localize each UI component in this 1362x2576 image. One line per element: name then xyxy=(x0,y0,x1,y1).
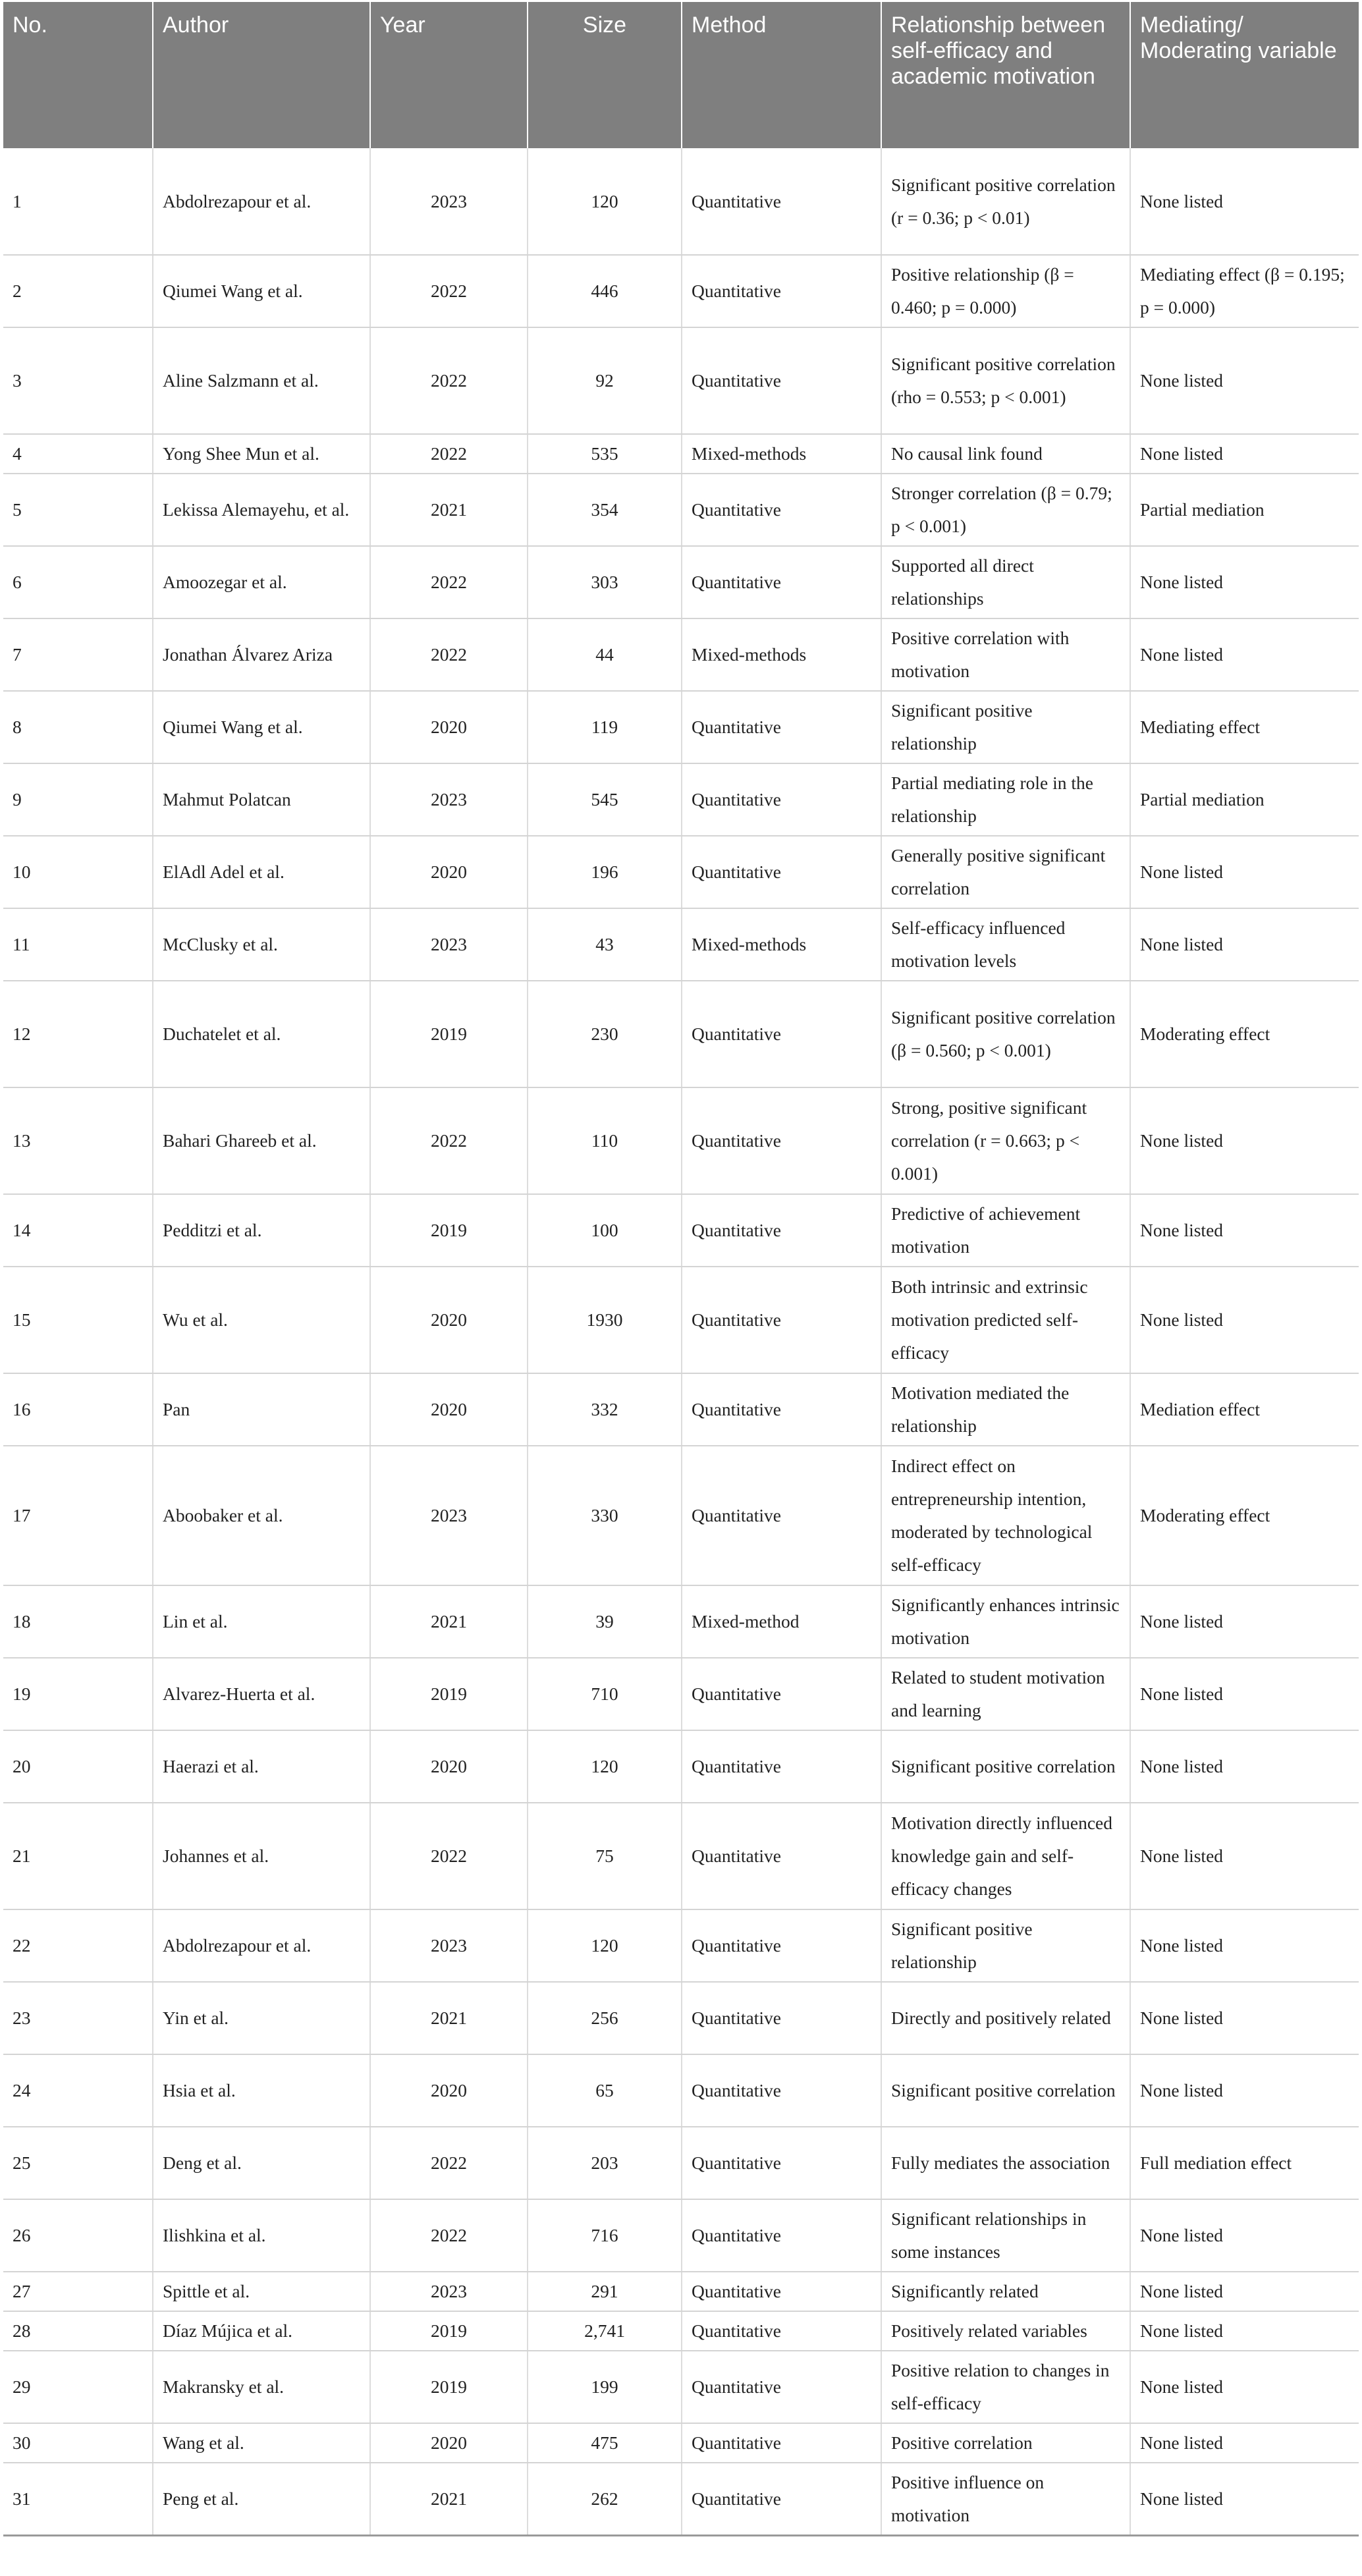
method-cell: Mixed-method xyxy=(682,1585,881,1658)
table-row xyxy=(3,763,1359,836)
mediating-variable-cell: None listed xyxy=(1130,836,1359,908)
method-cell: Quantitative xyxy=(682,148,881,255)
mediating-variable-cell: None listed xyxy=(1130,327,1359,434)
relationship-cell: Both intrinsic and extrinsic motivation predicted self-efficacy xyxy=(881,1267,1130,1373)
author-cell: ElAdl Adel et al. xyxy=(153,836,370,908)
method-cell: Quantitative xyxy=(682,1194,881,1267)
table-row xyxy=(3,546,1359,618)
method-cell: Mixed-methods xyxy=(682,434,881,474)
size-cell: 199 xyxy=(528,2351,682,2423)
author-cell: Wu et al. xyxy=(153,1267,370,1373)
author-cell: Makransky et al. xyxy=(153,2351,370,2423)
relationship-cell: Significant positive correlation xyxy=(881,1730,1130,1803)
author-cell: Pan xyxy=(153,1373,370,1446)
relationship-cell: Motivation directly influenced knowledge gain and self-efficacy changes xyxy=(881,1803,1130,1909)
table-row xyxy=(3,2199,1359,2272)
method-cell: Quantitative xyxy=(682,2463,881,2535)
year-cell: 2022 xyxy=(370,1803,528,1909)
year-cell: 2023 xyxy=(370,908,528,981)
method-cell: Quantitative xyxy=(682,1803,881,1909)
author-cell: Yin et al. xyxy=(153,1982,370,2054)
row-number: 18 xyxy=(3,1585,153,1658)
mediating-variable-cell: None listed xyxy=(1130,2463,1359,2535)
size-cell: 475 xyxy=(528,2423,682,2463)
relationship-cell: Predictive of achievement motivation xyxy=(881,1194,1130,1267)
method-cell: Quantitative xyxy=(682,763,881,836)
size-cell: 1930 xyxy=(528,1267,682,1373)
method-cell: Quantitative xyxy=(682,836,881,908)
mediating-variable-cell: None listed xyxy=(1130,148,1359,255)
row-number: 26 xyxy=(3,2199,153,2272)
mediating-variable-cell: None listed xyxy=(1130,1982,1359,2054)
size-cell: 230 xyxy=(528,981,682,1087)
author-cell: Johannes et al. xyxy=(153,1803,370,1909)
table-row xyxy=(3,1982,1359,2054)
year-cell: 2020 xyxy=(370,2423,528,2463)
year-cell: 2023 xyxy=(370,1909,528,1982)
row-number: 17 xyxy=(3,1446,153,1585)
size-cell: 256 xyxy=(528,1982,682,2054)
relationship-cell: Positive influence on motivation xyxy=(881,2463,1130,2535)
year-cell: 2023 xyxy=(370,1446,528,1585)
method-cell: Quantitative xyxy=(682,546,881,618)
relationship-cell: Directly and positively related xyxy=(881,1982,1130,2054)
mediating-variable-cell: Mediation effect xyxy=(1130,1373,1359,1446)
year-cell: 2019 xyxy=(370,2311,528,2351)
year-cell: 2023 xyxy=(370,763,528,836)
size-cell: 203 xyxy=(528,2127,682,2199)
size-cell: 446 xyxy=(528,255,682,327)
method-cell: Quantitative xyxy=(682,1446,881,1585)
author-cell: Jonathan Álvarez Ariza xyxy=(153,618,370,691)
relationship-cell: Indirect effect on entrepreneurship intention, moderated by technological self-efficacy xyxy=(881,1446,1130,1585)
table-row xyxy=(3,148,1359,255)
size-cell: 332 xyxy=(528,1373,682,1446)
mediating-variable-cell: Moderating effect xyxy=(1130,1446,1359,1585)
table-row xyxy=(3,1585,1359,1658)
row-number: 24 xyxy=(3,2054,153,2127)
method-cell: Quantitative xyxy=(682,1267,881,1373)
table-row xyxy=(3,2127,1359,2199)
relationship-cell: Significant positive correlation (rho = 0.553; p < 0.001) xyxy=(881,327,1130,434)
relationship-cell: Significant positive relationship xyxy=(881,1909,1130,1982)
studies-table xyxy=(3,2,1359,2536)
row-number: 16 xyxy=(3,1373,153,1446)
author-cell: Yong Shee Mun et al. xyxy=(153,434,370,474)
relationship-cell: Positively related variables xyxy=(881,2311,1130,2351)
mediating-variable-cell: None listed xyxy=(1130,908,1359,981)
row-number: 10 xyxy=(3,836,153,908)
row-number: 25 xyxy=(3,2127,153,2199)
relationship-cell: Positive correlation with motivation xyxy=(881,618,1130,691)
relationship-cell: Strong, positive significant correlation (r = 0.663; p < 0.001) xyxy=(881,1087,1130,1194)
author-cell: Alvarez-Huerta et al. xyxy=(153,1658,370,1730)
table-body xyxy=(3,148,1359,2535)
mediating-variable-cell: None listed xyxy=(1130,1267,1359,1373)
mediating-variable-cell: None listed xyxy=(1130,618,1359,691)
author-cell: Lin et al. xyxy=(153,1585,370,1658)
author-cell: Díaz Mújica et al. xyxy=(153,2311,370,2351)
size-cell: 44 xyxy=(528,618,682,691)
table-header xyxy=(3,2,1359,148)
size-cell: 535 xyxy=(528,434,682,474)
method-cell: Quantitative xyxy=(682,2272,881,2311)
method-cell: Quantitative xyxy=(682,1087,881,1194)
row-number: 14 xyxy=(3,1194,153,1267)
method-cell: Quantitative xyxy=(682,1909,881,1982)
author-cell: Pedditzi et al. xyxy=(153,1194,370,1267)
author-cell: Mahmut Polatcan xyxy=(153,763,370,836)
method-cell: Quantitative xyxy=(682,255,881,327)
column-header-year: Year xyxy=(370,2,528,148)
table-row xyxy=(3,618,1359,691)
column-header-method: Method xyxy=(682,2,881,148)
author-cell: Qiumei Wang et al. xyxy=(153,255,370,327)
mediating-variable-cell: Mediating effect (β = 0.195; p = 0.000) xyxy=(1130,255,1359,327)
row-number: 15 xyxy=(3,1267,153,1373)
method-cell: Quantitative xyxy=(682,2054,881,2127)
method-cell: Quantitative xyxy=(682,1658,881,1730)
size-cell: 291 xyxy=(528,2272,682,2311)
year-cell: 2020 xyxy=(370,1373,528,1446)
mediating-variable-cell: None listed xyxy=(1130,2272,1359,2311)
year-cell: 2021 xyxy=(370,474,528,546)
row-number: 5 xyxy=(3,474,153,546)
size-cell: 262 xyxy=(528,2463,682,2535)
method-cell: Quantitative xyxy=(682,1730,881,1803)
table-row xyxy=(3,2463,1359,2535)
size-cell: 92 xyxy=(528,327,682,434)
table-row xyxy=(3,2311,1359,2351)
table-row xyxy=(3,1730,1359,1803)
relationship-cell: Significant positive correlation xyxy=(881,2054,1130,2127)
table-row xyxy=(3,2423,1359,2463)
mediating-variable-cell: None listed xyxy=(1130,2423,1359,2463)
mediating-variable-cell: Partial mediation xyxy=(1130,474,1359,546)
relationship-cell: Fully mediates the association xyxy=(881,2127,1130,2199)
header-row xyxy=(3,2,1359,148)
table-row xyxy=(3,2351,1359,2423)
author-cell: Haerazi et al. xyxy=(153,1730,370,1803)
size-cell: 120 xyxy=(528,1730,682,1803)
table-row xyxy=(3,474,1359,546)
relationship-cell: Significantly related xyxy=(881,2272,1130,2311)
author-cell: Wang et al. xyxy=(153,2423,370,2463)
author-cell: Bahari Ghareeb et al. xyxy=(153,1087,370,1194)
table-row xyxy=(3,836,1359,908)
year-cell: 2021 xyxy=(370,1982,528,2054)
mediating-variable-cell: None listed xyxy=(1130,1585,1359,1658)
author-cell: Amoozegar et al. xyxy=(153,546,370,618)
relationship-cell: Related to student motivation and learning xyxy=(881,1658,1130,1730)
year-cell: 2020 xyxy=(370,1267,528,1373)
method-cell: Quantitative xyxy=(682,2311,881,2351)
size-cell: 110 xyxy=(528,1087,682,1194)
row-number: 9 xyxy=(3,763,153,836)
column-header-author: Author xyxy=(153,2,370,148)
row-number: 1 xyxy=(3,148,153,255)
author-cell: Duchatelet et al. xyxy=(153,981,370,1087)
relationship-cell: Significantly enhances intrinsic motivation xyxy=(881,1585,1130,1658)
relationship-cell: Generally positive significant correlation xyxy=(881,836,1130,908)
author-cell: Aboobaker et al. xyxy=(153,1446,370,1585)
row-number: 11 xyxy=(3,908,153,981)
year-cell: 2022 xyxy=(370,255,528,327)
relationship-cell: Partial mediating role in the relationship xyxy=(881,763,1130,836)
row-number: 29 xyxy=(3,2351,153,2423)
mediating-variable-cell: Full mediation effect xyxy=(1130,2127,1359,2199)
row-number: 12 xyxy=(3,981,153,1087)
table-row xyxy=(3,1658,1359,1730)
mediating-variable-cell: None listed xyxy=(1130,1194,1359,1267)
size-cell: 39 xyxy=(528,1585,682,1658)
row-number: 19 xyxy=(3,1658,153,1730)
author-cell: Abdolrezapour et al. xyxy=(153,1909,370,1982)
year-cell: 2023 xyxy=(370,2272,528,2311)
table-row xyxy=(3,2272,1359,2311)
size-cell: 43 xyxy=(528,908,682,981)
table-row xyxy=(3,255,1359,327)
year-cell: 2020 xyxy=(370,836,528,908)
method-cell: Quantitative xyxy=(682,1373,881,1446)
mediating-variable-cell: None listed xyxy=(1130,1658,1359,1730)
mediating-variable-cell: None listed xyxy=(1130,1730,1359,1803)
method-cell: Quantitative xyxy=(682,981,881,1087)
method-cell: Quantitative xyxy=(682,2351,881,2423)
size-cell: 303 xyxy=(528,546,682,618)
row-number: 2 xyxy=(3,255,153,327)
row-number: 28 xyxy=(3,2311,153,2351)
year-cell: 2021 xyxy=(370,2463,528,2535)
relationship-cell: Supported all direct relationships xyxy=(881,546,1130,618)
mediating-variable-cell: None listed xyxy=(1130,2311,1359,2351)
year-cell: 2022 xyxy=(370,2199,528,2272)
mediating-variable-cell: Partial mediation xyxy=(1130,763,1359,836)
size-cell: 330 xyxy=(528,1446,682,1585)
author-cell: Spittle et al. xyxy=(153,2272,370,2311)
year-cell: 2019 xyxy=(370,981,528,1087)
mediating-variable-cell: Moderating effect xyxy=(1130,981,1359,1087)
method-cell: Mixed-methods xyxy=(682,908,881,981)
method-cell: Mixed-methods xyxy=(682,618,881,691)
mediating-variable-cell: Mediating effect xyxy=(1130,691,1359,763)
relationship-cell: Motivation mediated the relationship xyxy=(881,1373,1130,1446)
mediating-variable-cell: None listed xyxy=(1130,2351,1359,2423)
row-number: 13 xyxy=(3,1087,153,1194)
size-cell: 120 xyxy=(528,148,682,255)
table-row xyxy=(3,1446,1359,1585)
size-cell: 75 xyxy=(528,1803,682,1909)
table-row xyxy=(3,1194,1359,1267)
year-cell: 2020 xyxy=(370,2054,528,2127)
method-cell: Quantitative xyxy=(682,474,881,546)
year-cell: 2020 xyxy=(370,1730,528,1803)
method-cell: Quantitative xyxy=(682,327,881,434)
author-cell: Abdolrezapour et al. xyxy=(153,148,370,255)
row-number: 27 xyxy=(3,2272,153,2311)
table-row xyxy=(3,908,1359,981)
table-row xyxy=(3,1267,1359,1373)
size-cell: 354 xyxy=(528,474,682,546)
table-row xyxy=(3,327,1359,434)
relationship-cell: Positive correlation xyxy=(881,2423,1130,2463)
mediating-variable-cell: None listed xyxy=(1130,1803,1359,1909)
year-cell: 2022 xyxy=(370,618,528,691)
size-cell: 120 xyxy=(528,1909,682,1982)
column-header-size: Size xyxy=(528,2,682,148)
size-cell: 545 xyxy=(528,763,682,836)
column-header-mediating-variable: Mediating/ Moderating variable xyxy=(1130,2,1359,148)
row-number: 8 xyxy=(3,691,153,763)
author-cell: Hsia et al. xyxy=(153,2054,370,2127)
year-cell: 2019 xyxy=(370,1658,528,1730)
relationship-cell: Significant positive relationship xyxy=(881,691,1130,763)
author-cell: Deng et al. xyxy=(153,2127,370,2199)
size-cell: 716 xyxy=(528,2199,682,2272)
year-cell: 2023 xyxy=(370,148,528,255)
year-cell: 2022 xyxy=(370,1087,528,1194)
row-number: 3 xyxy=(3,327,153,434)
relationship-cell: Positive relation to changes in self-efficacy xyxy=(881,2351,1130,2423)
size-cell: 119 xyxy=(528,691,682,763)
size-cell: 100 xyxy=(528,1194,682,1267)
row-number: 6 xyxy=(3,546,153,618)
author-cell: McClusky et al. xyxy=(153,908,370,981)
relationship-cell: Stronger correlation (β = 0.79; p < 0.001) xyxy=(881,474,1130,546)
table-row xyxy=(3,434,1359,474)
table-row xyxy=(3,1909,1359,1982)
table-row xyxy=(3,691,1359,763)
year-cell: 2022 xyxy=(370,327,528,434)
relationship-cell: Self-efficacy influenced motivation levels xyxy=(881,908,1130,981)
year-cell: 2022 xyxy=(370,434,528,474)
row-number: 20 xyxy=(3,1730,153,1803)
year-cell: 2022 xyxy=(370,2127,528,2199)
size-cell: 196 xyxy=(528,836,682,908)
table-row xyxy=(3,2054,1359,2127)
row-number: 30 xyxy=(3,2423,153,2463)
mediating-variable-cell: None listed xyxy=(1130,2199,1359,2272)
relationship-cell: No causal link found xyxy=(881,434,1130,474)
row-number: 4 xyxy=(3,434,153,474)
table-row xyxy=(3,1087,1359,1194)
year-cell: 2022 xyxy=(370,546,528,618)
row-number: 7 xyxy=(3,618,153,691)
method-cell: Quantitative xyxy=(682,1982,881,2054)
author-cell: Ilishkina et al. xyxy=(153,2199,370,2272)
mediating-variable-cell: None listed xyxy=(1130,546,1359,618)
table-row xyxy=(3,981,1359,1087)
row-number: 22 xyxy=(3,1909,153,1982)
relationship-cell: Significant positive correlation (r = 0.36; p < 0.01) xyxy=(881,148,1130,255)
column-header-relationship: Relationship between self-efficacy and academic motivation xyxy=(881,2,1130,148)
author-cell: Peng et al. xyxy=(153,2463,370,2535)
year-cell: 2019 xyxy=(370,1194,528,1267)
mediating-variable-cell: None listed xyxy=(1130,2054,1359,2127)
mediating-variable-cell: None listed xyxy=(1130,434,1359,474)
mediating-variable-cell: None listed xyxy=(1130,1909,1359,1982)
method-cell: Quantitative xyxy=(682,2199,881,2272)
size-cell: 710 xyxy=(528,1658,682,1730)
relationship-cell: Significant positive correlation (β = 0.560; p < 0.001) xyxy=(881,981,1130,1087)
table-row xyxy=(3,1803,1359,1909)
method-cell: Quantitative xyxy=(682,2127,881,2199)
row-number: 31 xyxy=(3,2463,153,2535)
relationship-cell: Positive relationship (β = 0.460; p = 0.000) xyxy=(881,255,1130,327)
table-row xyxy=(3,1373,1359,1446)
mediating-variable-cell: None listed xyxy=(1130,1087,1359,1194)
year-cell: 2021 xyxy=(370,1585,528,1658)
relationship-cell: Significant relationships in some instances xyxy=(881,2199,1130,2272)
row-number: 23 xyxy=(3,1982,153,2054)
author-cell: Lekissa Alemayehu, et al. xyxy=(153,474,370,546)
studies-table-container xyxy=(3,2,1359,2536)
size-cell: 65 xyxy=(528,2054,682,2127)
method-cell: Quantitative xyxy=(682,691,881,763)
method-cell: Quantitative xyxy=(682,2423,881,2463)
year-cell: 2020 xyxy=(370,691,528,763)
author-cell: Aline Salzmann et al. xyxy=(153,327,370,434)
column-header-no: No. xyxy=(3,2,153,148)
author-cell: Qiumei Wang et al. xyxy=(153,691,370,763)
row-number: 21 xyxy=(3,1803,153,1909)
year-cell: 2019 xyxy=(370,2351,528,2423)
size-cell: 2,741 xyxy=(528,2311,682,2351)
